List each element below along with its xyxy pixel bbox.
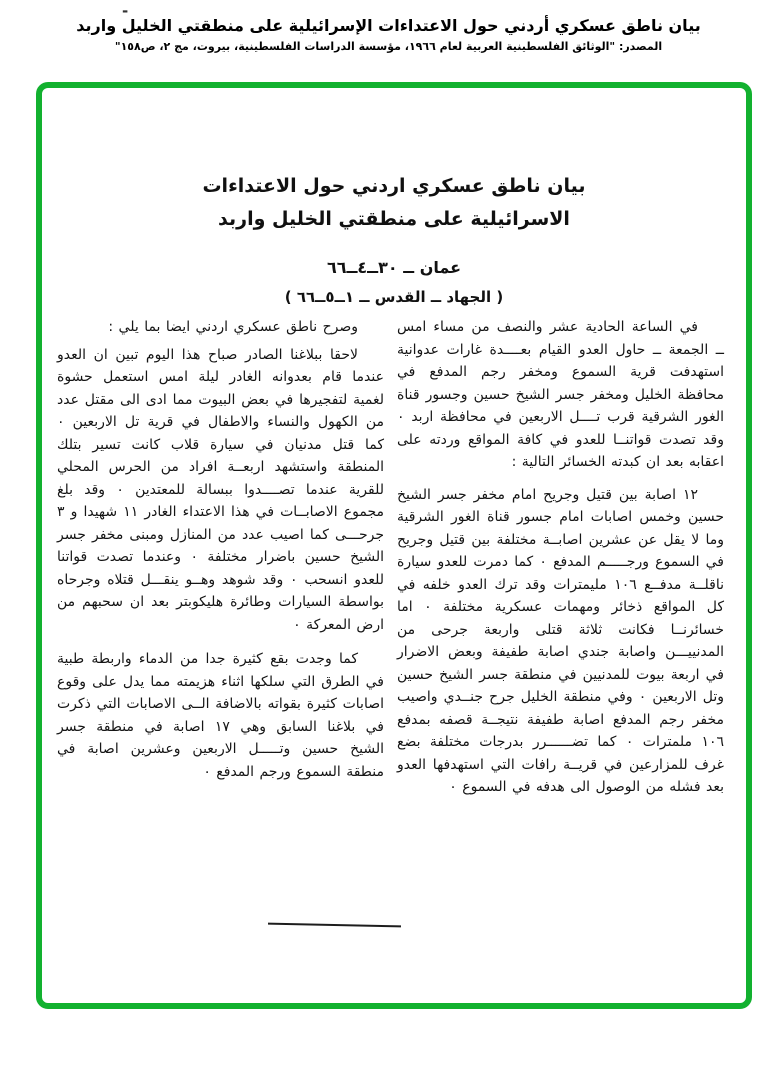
- column-right: [397, 316, 724, 799]
- right-column-paragraph-1: في الساعة الحادية عشر والنصف من مساء امس ــ الجمعة ــ حاول العدو القيام بعــــدة غارات عدوانية استهدفت قرية السموع ومخفر رجم المدفع في محافظة الخليل ومخفر جسر الشيخ حسين وجسور قناة الغور الشرقية قرب تــــل الاربعين في محافظة اربد ٠ وقد تصدت قواتنــا للعدو في كافة المواقع وردته على اعقابه بعد ان كبدته الخسائر التالية :: [397, 319, 724, 470]
- header-source-line: المصدر: "الوثائق الفلسطينية العربية لعام ١٩٦٦، مؤسسة الدراسات الفلسطينية، بيروت، مج ٢، ص١٥٨": [114, 40, 663, 53]
- column-left: [57, 316, 384, 799]
- end-divider-line: [268, 923, 401, 928]
- agency-reference-line: ( الجهاد ــ القدس ــ ١ــ٥ــ٦٦ ): [284, 288, 504, 306]
- body-columns: [57, 316, 724, 799]
- left-column-paragraph-2: لاحقا ببلاغنا الصادر صباح هذا اليوم تبين ان العدو عندما قام بعدوانه الغادر ليلة امس استعمل حشوة لغمية لتفجيرها في بعض البيوت مما ادى الى مقتل عدد من الكهول والنساء والاطفال في قرية تل الاربعين ٠ كما قتل مدنيان في سيارة قلاب كانت تسير بتلك المنطقة واستشهد اربعــة افراد من الحرس المحلي للقرية عندما تصــــدوا ببسالة للمعتدين ٠ وقد بلغ مجموع الاصابــات في هذا الاعتداء الغادر ١١ شهيدا و ٣ جرحـــى كما اصيب عدد من المنازل ومبنى مخفر جسر الشيخ حسين باضرار مختلفة ٠ وعندما تصدت قواتنا للعدو انسحب ٠ وقد شوهد وهــو ينقـــل قتلاه وجرحاه بواسطة السيارات وطائرة هليكوبتر بعد ان سحبهم من ارض المعركة ٠: [57, 346, 384, 633]
- document-title-line2: الاسرائيلية على منطقتي الخليل واربد: [218, 208, 570, 230]
- document-title: [42, 170, 746, 236]
- page-header: [0, 16, 777, 53]
- left-column-paragraph-1: وصرح ناطق عسكري اردني ايضا بما يلي :: [108, 319, 358, 335]
- right-column-paragraph-2: ١٢ اصابة بين قتيل وجريح امام مخفر جسر الشيخ حسين وخمس اصابات امام جسور قناة الغور الشرقية وما لا يقل عن عشرين اصابــة مختلفة بين قتيل وجريح في السموع ورجـــــم المدفع ٠ كما دمرت للعدو سيارة ناقلــة مدفــع ١٠٦ مليمترات وقد ترك العدو خلفه في كل المواقع ذخائر ومهمات عسكرية مختلفة ٠ اما خسائرنــا فكانت ثلاثة قتلى واربعة جرحى من المدنييـــن واصابة جندي اصابة طفيفة وبعض الاضرار في اربعة بيوت للمدنيين في منطقة جسر الشيخ حسين وتل الاربعين ٠ وفي منطقة الخليل جرح جنــدي واصيب مخفر رجم المدفع اصابة طفيفة نتيجــة قصفه بمدفع ١٠٦ ملمترات ٠ كما تضــــــرر بدرجات مختلفة بضع غرف للمزارعين في قريــة رافات التي استهدفها العدو بعد فشله من الوصول الى هدفه في السموع ٠: [397, 486, 725, 795]
- header-title: بيان ناطق عسكري أردني حول الاعتداءات الإسرائيلية على منطقتي الخليل واربد: [76, 16, 701, 35]
- left-column-paragraph-3: كما وجدت بقع كثيرة جدا من الدماء واربطة طبية في الطرق التي سلكها اثناء هزيمته مما يدل على وقوع اصابات كثيرة بقواته بالاضافة الــى الاصابات التي ذكرت في بلاغنا السابق وهي ١٧ اصابة في منطقة جسر الشيخ حسين وتـــــل الاربعين وعشرين اصابة في منطقة السموع ورجم المدفع ٠: [57, 651, 384, 780]
- document-scan: [36, 82, 752, 1009]
- dateline: عمان ــ ٣٠ــ٤ــ٦٦: [326, 258, 462, 277]
- document-title-line1: بيان ناطق عسكري اردني حول الاعتداءات: [202, 175, 586, 197]
- corner-dash-mark: -: [122, 2, 129, 20]
